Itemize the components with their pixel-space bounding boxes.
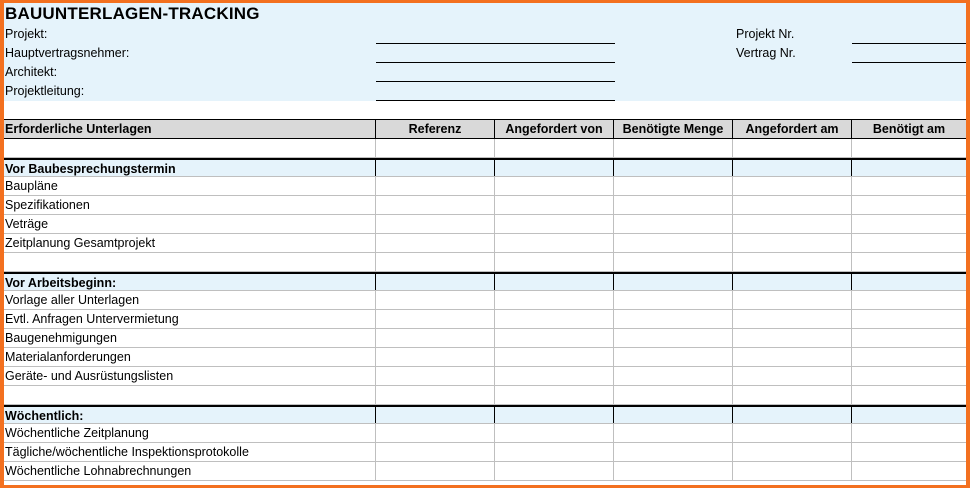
column-header-benoetigte-menge[interactable]: Benötigte Menge [614,120,733,138]
table-cell[interactable] [733,177,852,195]
table-cell[interactable] [614,177,733,195]
table-cell[interactable] [376,462,495,480]
table-cell[interactable] [376,367,495,385]
table-cell[interactable] [733,291,852,309]
field-label-vertrag-nr: Vertrag Nr. [736,46,796,60]
table-cell[interactable] [495,348,614,366]
document-name[interactable]: Baupläne [4,177,376,195]
field-label-projekt-nr: Projekt Nr. [736,27,795,41]
table-cell[interactable] [614,386,733,404]
column-header-referenz[interactable]: Referenz [376,120,495,138]
page-title: BAUUNTERLAGEN-TRACKING [5,4,260,23]
table-row [4,443,966,462]
table-cell[interactable] [495,274,614,290]
table-cell[interactable] [852,253,966,271]
field-input-hauptvertragsnehmer[interactable] [376,62,615,63]
table-cell[interactable] [614,291,733,309]
table-cell[interactable] [376,407,495,423]
section-header-row [4,405,966,424]
table-cell[interactable] [495,310,614,328]
table-cell[interactable] [376,291,495,309]
table-cell[interactable] [614,310,733,328]
table-cell[interactable] [614,253,733,271]
document-name[interactable]: Wöchentliche Lohnabrechnungen [4,462,376,480]
document-name[interactable]: Zeitplanung Gesamtprojekt [4,234,376,252]
table-cell[interactable] [376,386,495,404]
field-input-projektleitung[interactable] [376,100,615,101]
table-cell[interactable] [733,139,852,157]
table-cell[interactable] [852,329,966,347]
document-name[interactable]: Tägliche/wöchentliche Inspektionsprotokolle [4,443,376,461]
table-cell[interactable] [733,386,852,404]
table-cell[interactable] [495,215,614,233]
empty-row [4,139,966,158]
table-cell[interactable] [495,160,614,176]
field-label-projekt: Projekt: [5,27,48,41]
column-header-row [4,119,966,139]
table-cell[interactable] [614,367,733,385]
table-cell[interactable] [614,424,733,442]
column-header-angefordert-am[interactable]: Angefordert am [733,120,852,138]
table-cell[interactable] [495,234,614,252]
table-row [4,234,966,253]
table-cell[interactable] [376,253,495,271]
field-label-projektleitung: Projektleitung: [5,84,85,98]
table-cell[interactable] [852,443,966,461]
table-cell[interactable] [733,407,852,423]
field-label-architekt: Architekt: [5,65,58,79]
table-cell[interactable] [614,407,733,423]
table-cell[interactable] [733,367,852,385]
table-cell[interactable] [852,348,966,366]
table-cell[interactable] [495,424,614,442]
table-cell[interactable] [733,424,852,442]
table-row [4,329,966,348]
table-cell[interactable] [852,367,966,385]
empty-row [4,386,966,405]
table-cell[interactable] [852,274,966,290]
table-cell[interactable] [733,215,852,233]
table-cell[interactable] [376,234,495,252]
table-cell[interactable] [495,253,614,271]
empty-row [4,253,966,272]
table-row [4,291,966,310]
table-cell[interactable] [376,274,495,290]
table-cell[interactable] [495,329,614,347]
table-cell[interactable] [376,196,495,214]
table-cell[interactable] [733,329,852,347]
table-cell[interactable] [733,253,852,271]
table-cell[interactable] [852,291,966,309]
table-cell[interactable] [733,274,852,290]
field-label-hauptvertragsnehmer: Hauptvertragsnehmer: [5,46,130,60]
table-row [4,310,966,329]
table-cell[interactable] [495,291,614,309]
table-cell[interactable] [614,274,733,290]
section-title[interactable]: Vor Baubesprechungstermin [4,160,376,176]
table-cell[interactable] [852,139,966,157]
table-row [4,177,966,196]
table-cell[interactable] [733,234,852,252]
field-input-vertrag-nr[interactable] [852,62,966,63]
document-name[interactable]: Spezifikationen [4,196,376,214]
table-cell[interactable] [733,196,852,214]
table-cell[interactable] [614,196,733,214]
column-header-unterlagen[interactable]: Erforderliche Unterlagen [4,120,376,138]
table-row [4,462,966,481]
table-cell[interactable] [376,329,495,347]
table-cell[interactable] [4,253,376,271]
column-header-benoetigt-am[interactable]: Benötigt am [872,122,946,136]
document-name[interactable]: Vorlage aller Unterlagen [4,291,376,309]
document-name[interactable]: Baugenehmigungen [4,329,376,347]
table-cell[interactable] [4,139,376,157]
document-name[interactable]: Materialanforderungen [4,348,376,366]
field-input-architekt[interactable] [376,81,615,82]
table-cell[interactable] [495,386,614,404]
document-name[interactable]: Veträge [4,215,376,233]
table-cell[interactable] [376,348,495,366]
table-cell[interactable] [852,407,966,423]
table-cell[interactable] [852,462,966,480]
table-cell[interactable] [495,196,614,214]
table-cell[interactable] [852,160,966,176]
table-cell[interactable] [376,424,495,442]
table-cell[interactable] [495,407,614,423]
section-header-row [4,158,966,177]
table-cell[interactable] [852,310,966,328]
table-cell[interactable] [614,329,733,347]
table-cell[interactable] [495,177,614,195]
table-row [4,215,966,234]
table-cell[interactable] [376,139,495,157]
table-cell[interactable] [376,215,495,233]
table-cell[interactable] [614,139,733,157]
field-input-projekt[interactable] [376,43,615,44]
table-cell[interactable] [376,310,495,328]
table-cell[interactable] [852,215,966,233]
table-cell[interactable] [495,462,614,480]
table-cell[interactable] [733,462,852,480]
table-cell[interactable] [614,348,733,366]
table-cell[interactable] [733,310,852,328]
table-cell[interactable] [495,139,614,157]
table-cell[interactable] [376,443,495,461]
table-cell[interactable] [376,160,495,176]
documents-table [4,119,966,481]
table-cell[interactable] [852,196,966,214]
section-title[interactable]: Wöchentlich: [4,407,376,423]
table-cell[interactable] [4,386,376,404]
section-title[interactable]: Vor Arbeitsbeginn: [4,274,376,290]
table-row [4,424,966,443]
table-cell[interactable] [614,215,733,233]
table-cell[interactable] [852,386,966,404]
table-cell[interactable] [614,234,733,252]
document-name[interactable]: Geräte- und Ausrüstungslisten [4,367,376,385]
table-row [4,196,966,215]
table-cell[interactable] [852,177,966,195]
document-name[interactable]: Wöchentliche Zeitplanung [4,424,376,442]
table-cell[interactable] [614,462,733,480]
spreadsheet-page [4,3,966,485]
table-cell[interactable] [733,160,852,176]
table-cell[interactable] [733,348,852,366]
table-cell[interactable] [495,443,614,461]
table-row [4,348,966,367]
field-input-projekt-nr[interactable] [852,43,966,44]
table-cell[interactable] [614,160,733,176]
table-row [4,367,966,386]
document-name[interactable]: Evtl. Anfragen Untervermietung [4,310,376,328]
table-cell[interactable] [852,234,966,252]
table-cell[interactable] [852,424,966,442]
table-cell[interactable] [376,177,495,195]
table-cell[interactable] [614,443,733,461]
table-cell[interactable] [733,443,852,461]
table-cell[interactable] [495,367,614,385]
column-header-angefordert-von[interactable]: Angefordert von [495,120,614,138]
section-header-row [4,272,966,291]
project-info-block [4,3,966,101]
